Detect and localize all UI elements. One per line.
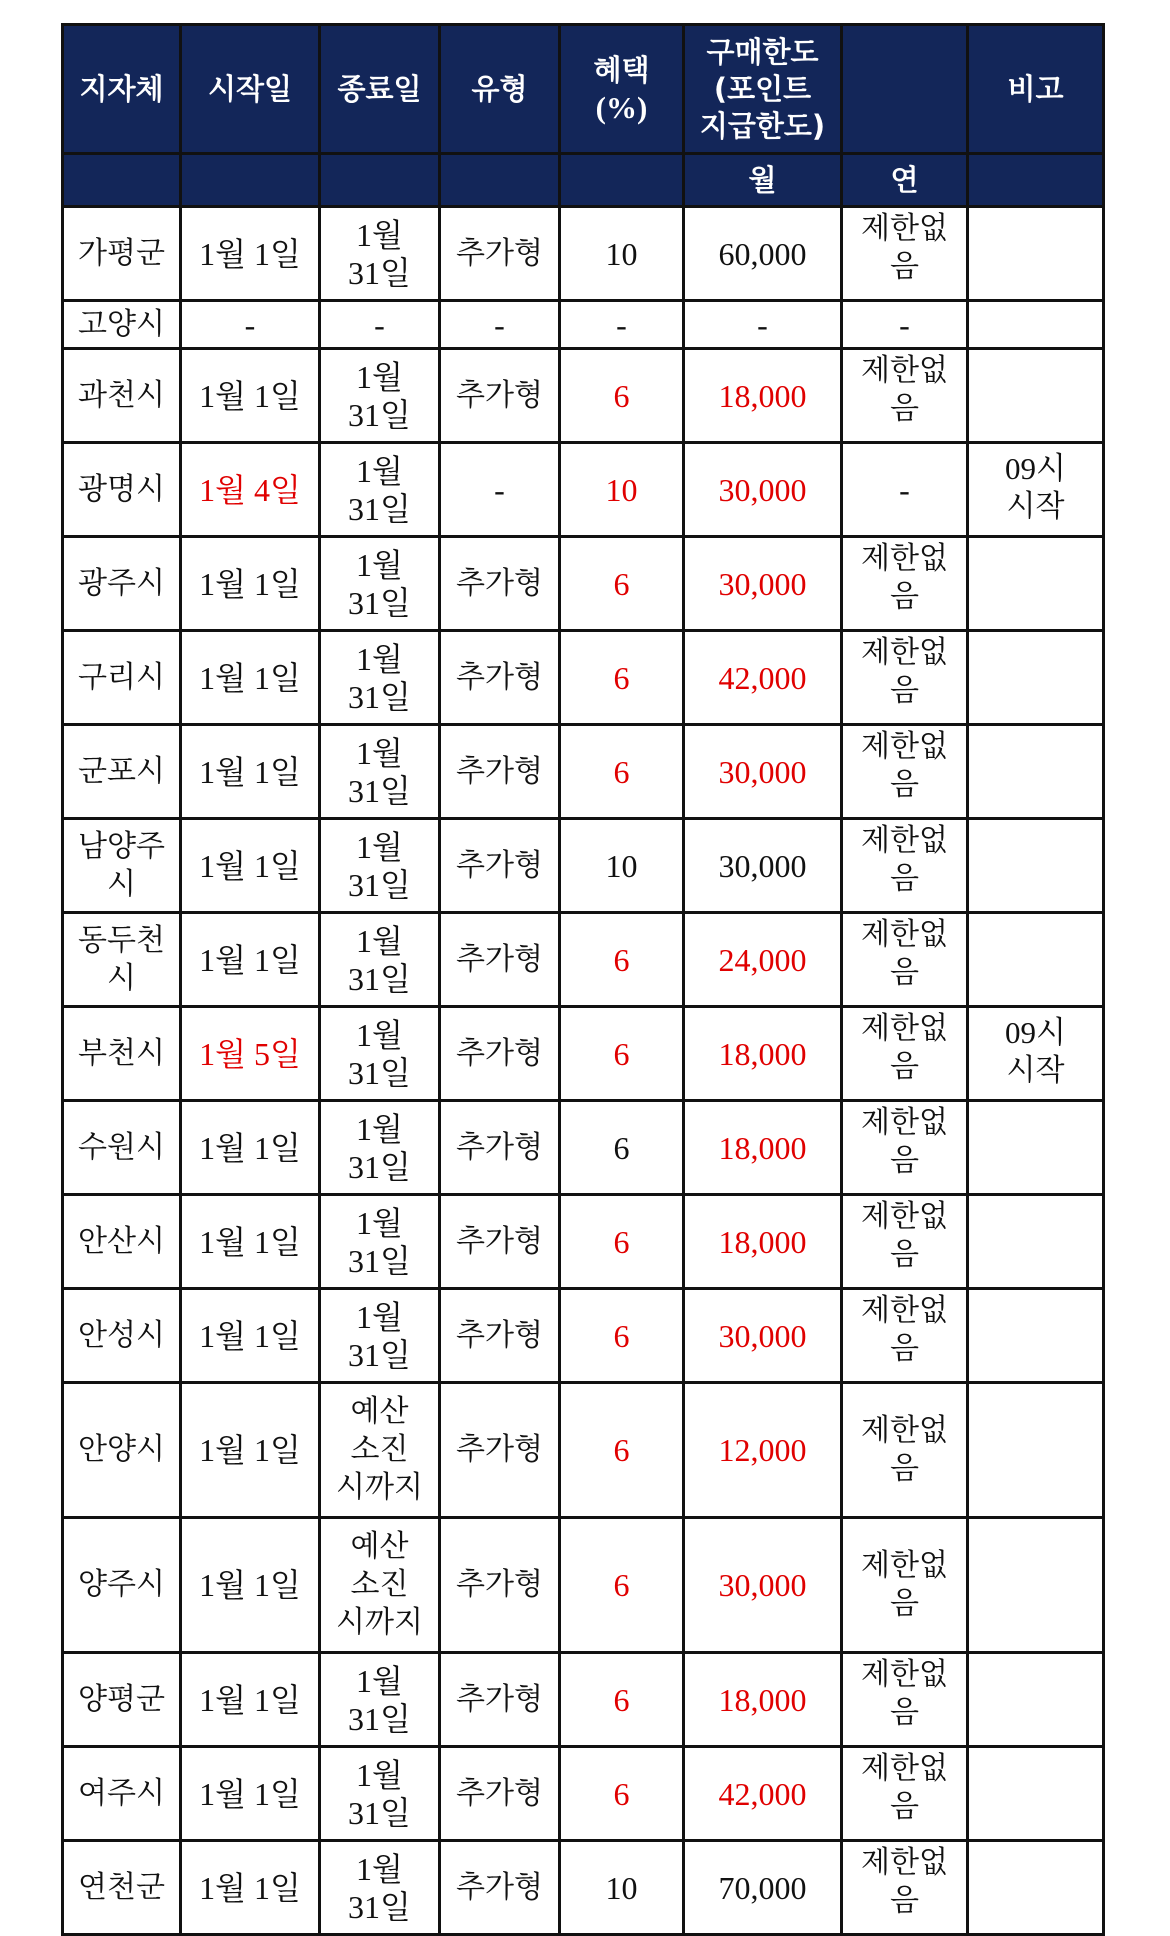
table-row: [63, 1383, 1104, 1518]
yearly-line2: 음: [890, 1789, 919, 1824]
region-cell: 광주시: [63, 537, 181, 631]
subheader-empty: [440, 154, 560, 207]
yearly-cell: [842, 1101, 968, 1195]
monthly-cell: -: [684, 301, 842, 349]
yearly-line2: 음: [890, 1331, 919, 1366]
header-end: 종료일: [320, 25, 440, 154]
end-line1: 1월: [356, 1110, 403, 1147]
yearly-cell: [842, 1518, 968, 1653]
end-cell: [320, 1747, 440, 1841]
yearly-cell: [842, 1747, 968, 1841]
yearly-line2: 음: [890, 955, 919, 990]
region-cell: 양평군: [63, 1653, 181, 1747]
end-cell: [320, 1383, 440, 1518]
region-cell: 과천시: [63, 349, 181, 443]
note-cell: [968, 631, 1104, 725]
benefit-cell: 6: [560, 1747, 684, 1841]
type-cell: 추가형: [440, 537, 560, 631]
yearly-line2: 음: [890, 579, 919, 614]
monthly-cell: 18,000: [684, 1653, 842, 1747]
end-line3: 시까지: [336, 1605, 423, 1640]
note-line2: 시작: [1006, 489, 1065, 524]
yearly-cell: [842, 207, 968, 301]
type-cell: 추가형: [440, 631, 560, 725]
note-line1: 09시: [1005, 451, 1066, 486]
header-blank: [842, 25, 968, 154]
note-cell: [968, 819, 1104, 913]
yearly-cell: [842, 913, 968, 1007]
end-cell: [320, 913, 440, 1007]
monthly-cell: 30,000: [684, 443, 842, 537]
end-line1: 1월: [356, 358, 403, 395]
subheader-empty: [560, 154, 684, 207]
table-row: [63, 1518, 1104, 1653]
note-cell: [968, 1101, 1104, 1195]
yearly-line2: 음: [890, 1586, 919, 1621]
region-line1: 남양주: [78, 828, 165, 864]
table-row: [63, 1195, 1104, 1289]
table-row: [63, 1007, 1104, 1101]
type-cell: 추가형: [440, 1518, 560, 1653]
subheader-row: [63, 154, 1104, 207]
end-line2: 31일: [348, 1700, 411, 1737]
end-cell: [320, 1841, 440, 1935]
end-cell: [320, 537, 440, 631]
end-line1: 예산: [350, 1529, 409, 1564]
benefit-cell: 10: [560, 207, 684, 301]
header-note: 비고: [968, 25, 1104, 154]
header-type: 유형: [440, 25, 560, 154]
type-cell: -: [440, 301, 560, 349]
yearly-line2: 음: [890, 673, 919, 708]
type-cell: 추가형: [440, 1653, 560, 1747]
end-line2: 31일: [348, 1242, 411, 1279]
region-cell: 안성시: [63, 1289, 181, 1383]
end-cell: [320, 443, 440, 537]
region-cell: 가평군: [63, 207, 181, 301]
region-cell: 광명시: [63, 443, 181, 537]
start-cell: 1월 1일: [181, 913, 320, 1007]
yearly-line1: 제한없: [861, 353, 948, 388]
end-cell: [320, 349, 440, 443]
header-start: 시작일: [181, 25, 320, 154]
type-cell: 추가형: [440, 913, 560, 1007]
header-row: [63, 25, 1104, 154]
benefit-cell: 10: [560, 1841, 684, 1935]
end-line2: 31일: [348, 1054, 411, 1091]
end-cell: [320, 1007, 440, 1101]
end-line2: 31일: [348, 254, 411, 291]
header-benefit-line2: (%): [595, 90, 648, 125]
note-cell: [968, 349, 1104, 443]
end-cell: [320, 819, 440, 913]
yearly-line2: 음: [890, 1695, 919, 1730]
end-cell: [320, 1289, 440, 1383]
monthly-cell: 60,000: [684, 207, 842, 301]
yearly-cell: [842, 349, 968, 443]
region-cell: [63, 913, 181, 1007]
end-line1: 1월: [356, 546, 403, 583]
start-cell: 1월 1일: [181, 819, 320, 913]
yearly-line2: 음: [890, 249, 919, 284]
note-cell: [968, 443, 1104, 537]
yearly-line2: 음: [890, 1237, 919, 1272]
header-limit-line1: 구매한도: [706, 34, 819, 69]
end-cell: [320, 1195, 440, 1289]
monthly-cell: 18,000: [684, 349, 842, 443]
page-container: [61, 23, 1102, 1936]
table-row: [63, 819, 1104, 913]
benefit-cell: 6: [560, 725, 684, 819]
yearly-line1: 제한없: [861, 635, 948, 670]
end-cell: [320, 207, 440, 301]
yearly-line1: 제한없: [861, 1199, 948, 1234]
yearly-cell: [842, 1841, 968, 1935]
table-row: [63, 725, 1104, 819]
yearly-line1: 제한없: [861, 1293, 948, 1328]
region-cell: 군포시: [63, 725, 181, 819]
type-cell: 추가형: [440, 1101, 560, 1195]
note-cell: [968, 1747, 1104, 1841]
end-line1: 1월: [356, 640, 403, 677]
type-cell: 추가형: [440, 207, 560, 301]
note-line1: 09시: [1005, 1015, 1066, 1050]
yearly-cell: [842, 631, 968, 725]
yearly-line1: 제한없: [861, 1413, 948, 1448]
benefit-cell: 6: [560, 1289, 684, 1383]
note-cell: [968, 1195, 1104, 1289]
subheader-empty: [968, 154, 1104, 207]
subheader-empty: [63, 154, 181, 207]
region-cell: 고양시: [63, 301, 181, 349]
monthly-cell: 30,000: [684, 537, 842, 631]
end-line1: 1월: [356, 1850, 403, 1887]
end-cell: [320, 1653, 440, 1747]
start-cell: 1월 4일: [181, 443, 320, 537]
yearly-line1: 제한없: [861, 1845, 948, 1880]
table-row: [63, 443, 1104, 537]
type-cell: 추가형: [440, 725, 560, 819]
yearly-line1: 제한없: [861, 1657, 948, 1692]
benefit-cell: 6: [560, 537, 684, 631]
start-cell: 1월 1일: [181, 1653, 320, 1747]
yearly-line1: 제한없: [861, 823, 948, 858]
region-cell: 안양시: [63, 1383, 181, 1518]
end-line2: 소진: [350, 1567, 409, 1602]
region-cell: [63, 819, 181, 913]
start-cell: 1월 1일: [181, 1841, 320, 1935]
benefit-cell: 6: [560, 1101, 684, 1195]
region-cell: 부천시: [63, 1007, 181, 1101]
table-row: [63, 349, 1104, 443]
end-line2: 31일: [348, 866, 411, 903]
yearly-line2: 음: [890, 391, 919, 426]
type-cell: 추가형: [440, 1383, 560, 1518]
yearly-cell: -: [842, 443, 968, 537]
end-line2: 31일: [348, 1888, 411, 1925]
note-cell: [968, 1289, 1104, 1383]
note-cell: [968, 1518, 1104, 1653]
end-line1: 1월: [356, 734, 403, 771]
yearly-line2: 음: [890, 767, 919, 802]
end-line3: 시까지: [336, 1470, 423, 1505]
yearly-cell: [842, 1383, 968, 1518]
benefit-cell: 6: [560, 349, 684, 443]
yearly-cell: [842, 725, 968, 819]
table-row: [63, 913, 1104, 1007]
monthly-cell: 42,000: [684, 631, 842, 725]
region-line1: 동두천: [78, 922, 165, 958]
note-cell: [968, 537, 1104, 631]
type-cell: 추가형: [440, 1747, 560, 1841]
yearly-cell: [842, 819, 968, 913]
end-line1: 1월: [356, 1662, 403, 1699]
yearly-cell: -: [842, 301, 968, 349]
region-cell: 여주시: [63, 1747, 181, 1841]
region-line2: 시: [107, 960, 136, 996]
start-cell: 1월 1일: [181, 1101, 320, 1195]
end-line1: 1월: [356, 828, 403, 865]
type-cell: -: [440, 443, 560, 537]
yearly-cell: [842, 537, 968, 631]
benefit-cell: 6: [560, 1383, 684, 1518]
yearly-line2: 음: [890, 1883, 919, 1918]
yearly-cell: [842, 1007, 968, 1101]
benefit-cell: 6: [560, 1007, 684, 1101]
yearly-line1: 제한없: [861, 729, 948, 764]
benefit-cell: 6: [560, 631, 684, 725]
table-row: [63, 1841, 1104, 1935]
header-benefit-line1: 혜택: [593, 53, 650, 87]
monthly-cell: 30,000: [684, 1518, 842, 1653]
subheader-empty: [320, 154, 440, 207]
type-cell: 추가형: [440, 1289, 560, 1383]
benefit-cell: -: [560, 301, 684, 349]
type-cell: 추가형: [440, 1007, 560, 1101]
yearly-line2: 음: [890, 1143, 919, 1178]
note-cell: [968, 1653, 1104, 1747]
monthly-cell: 24,000: [684, 913, 842, 1007]
start-cell: 1월 1일: [181, 631, 320, 725]
end-line1: 1월: [356, 922, 403, 959]
benefit-cell: 6: [560, 913, 684, 1007]
table-row: [63, 1653, 1104, 1747]
local-currency-table: [61, 23, 1105, 1936]
yearly-line1: 제한없: [861, 917, 948, 952]
end-line1: 1월: [356, 452, 403, 489]
benefit-cell: 6: [560, 1518, 684, 1653]
monthly-cell: 30,000: [684, 1289, 842, 1383]
header-limit: [684, 25, 842, 154]
header-benefit: [560, 25, 684, 154]
end-line2: 31일: [348, 960, 411, 997]
end-line1: 예산: [350, 1394, 409, 1429]
benefit-cell: 6: [560, 1195, 684, 1289]
type-cell: 추가형: [440, 819, 560, 913]
end-line2: 소진: [350, 1432, 409, 1467]
end-line1: 1월: [356, 1016, 403, 1053]
end-cell: [320, 631, 440, 725]
start-cell: 1월 1일: [181, 725, 320, 819]
region-line2: 시: [107, 866, 136, 902]
yearly-line2: 음: [890, 861, 919, 896]
yearly-line1: 제한없: [861, 1105, 948, 1140]
yearly-cell: [842, 1653, 968, 1747]
table-row: [63, 1101, 1104, 1195]
region-cell: 구리시: [63, 631, 181, 725]
note-line2: 시작: [1006, 1053, 1065, 1088]
start-cell: 1월 5일: [181, 1007, 320, 1101]
start-cell: 1월 1일: [181, 1289, 320, 1383]
type-cell: 추가형: [440, 1195, 560, 1289]
yearly-line1: 제한없: [861, 211, 948, 246]
yearly-line2: 음: [890, 1049, 919, 1084]
monthly-cell: 30,000: [684, 819, 842, 913]
table-row: [63, 301, 1104, 349]
yearly-cell: [842, 1195, 968, 1289]
yearly-line1: 제한없: [861, 1011, 948, 1046]
end-line2: 31일: [348, 1794, 411, 1831]
monthly-cell: 18,000: [684, 1195, 842, 1289]
monthly-cell: 12,000: [684, 1383, 842, 1518]
note-cell: [968, 1007, 1104, 1101]
subheader-empty: [181, 154, 320, 207]
subheader-yearly: 연: [842, 154, 968, 207]
type-cell: 추가형: [440, 1841, 560, 1935]
monthly-cell: 30,000: [684, 725, 842, 819]
subheader-monthly: 월: [684, 154, 842, 207]
table-row: [63, 631, 1104, 725]
end-line2: 31일: [348, 1148, 411, 1185]
header-limit-line3: 지급한도): [699, 108, 826, 143]
note-cell: [968, 1841, 1104, 1935]
yearly-line2: 음: [890, 1451, 919, 1486]
start-cell: 1월 1일: [181, 349, 320, 443]
yearly-cell: [842, 1289, 968, 1383]
start-cell: 1월 1일: [181, 1195, 320, 1289]
note-cell: [968, 207, 1104, 301]
monthly-cell: 18,000: [684, 1101, 842, 1195]
region-cell: 양주시: [63, 1518, 181, 1653]
region-cell: 연천군: [63, 1841, 181, 1935]
end-cell: [320, 1518, 440, 1653]
region-cell: 수원시: [63, 1101, 181, 1195]
end-cell: [320, 1101, 440, 1195]
header-region: 지자체: [63, 25, 181, 154]
end-line1: 1월: [356, 1756, 403, 1793]
monthly-cell: 42,000: [684, 1747, 842, 1841]
benefit-cell: 10: [560, 819, 684, 913]
monthly-cell: 18,000: [684, 1007, 842, 1101]
region-cell: 안산시: [63, 1195, 181, 1289]
header-limit-line2: (포인트: [713, 71, 812, 106]
start-cell: 1월 1일: [181, 537, 320, 631]
end-line1: 1월: [356, 216, 403, 253]
end-line1: 1월: [356, 1298, 403, 1335]
end-cell: [320, 725, 440, 819]
start-cell: 1월 1일: [181, 1383, 320, 1518]
end-line2: 31일: [348, 772, 411, 809]
table-row: [63, 1747, 1104, 1841]
table-row: [63, 207, 1104, 301]
table-row: [63, 537, 1104, 631]
end-cell: -: [320, 301, 440, 349]
yearly-line1: 제한없: [861, 1751, 948, 1786]
end-line2: 31일: [348, 490, 411, 527]
end-line2: 31일: [348, 584, 411, 621]
end-line2: 31일: [348, 396, 411, 433]
note-cell: [968, 301, 1104, 349]
note-cell: [968, 913, 1104, 1007]
benefit-cell: 6: [560, 1653, 684, 1747]
start-cell: 1월 1일: [181, 207, 320, 301]
yearly-line1: 제한없: [861, 541, 948, 576]
start-cell: -: [181, 301, 320, 349]
end-line2: 31일: [348, 1336, 411, 1373]
note-cell: [968, 725, 1104, 819]
benefit-cell: 10: [560, 443, 684, 537]
end-line2: 31일: [348, 678, 411, 715]
type-cell: 추가형: [440, 349, 560, 443]
end-line1: 1월: [356, 1204, 403, 1241]
monthly-cell: 70,000: [684, 1841, 842, 1935]
yearly-line1: 제한없: [861, 1548, 948, 1583]
note-cell: [968, 1383, 1104, 1518]
table-row: [63, 1289, 1104, 1383]
start-cell: 1월 1일: [181, 1747, 320, 1841]
start-cell: 1월 1일: [181, 1518, 320, 1653]
